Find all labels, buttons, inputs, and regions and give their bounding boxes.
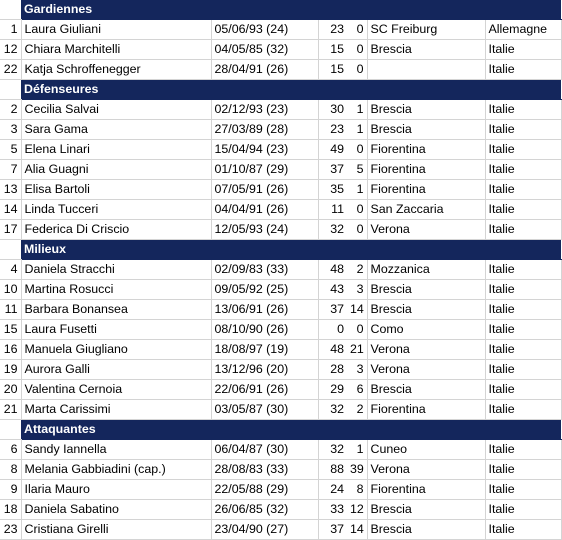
caps-cell[interactable]: 28 <box>318 360 347 380</box>
caps-cell[interactable]: 23 <box>318 120 347 140</box>
player-name-cell[interactable]: Melania Gabbiadini (cap.) <box>21 460 211 480</box>
caps-cell[interactable]: 48 <box>318 340 347 360</box>
player-name-cell[interactable]: Sandy Iannella <box>21 440 211 460</box>
player-row <box>0 40 561 60</box>
club-cell[interactable]: Como <box>367 320 485 340</box>
caps-cell[interactable]: 32 <box>318 220 347 240</box>
caps-cell[interactable]: 88 <box>318 460 347 480</box>
goals-cell[interactable]: 8 <box>347 480 367 500</box>
club-cell[interactable]: Cuneo <box>367 440 485 460</box>
goals-cell[interactable]: 1 <box>347 100 367 120</box>
club-cell[interactable]: Verona <box>367 340 485 360</box>
club-cell[interactable]: Verona <box>367 360 485 380</box>
goals-cell[interactable]: 0 <box>347 60 367 80</box>
caps-cell[interactable]: 35 <box>318 180 347 200</box>
goals-cell[interactable]: 1 <box>347 440 367 460</box>
player-name-cell[interactable]: Daniela Sabatino <box>21 500 211 520</box>
player-row <box>0 520 561 540</box>
club-cell[interactable]: Brescia <box>367 300 485 320</box>
section-header-row <box>0 240 561 260</box>
birth-date-cell[interactable]: 08/10/90 (26) <box>211 320 318 340</box>
caps-cell[interactable]: 23 <box>318 20 347 40</box>
goals-cell[interactable]: 0 <box>347 200 367 220</box>
player-number-cell[interactable]: 4 <box>0 260 21 280</box>
player-name-cell[interactable]: Katja Schroffenegger <box>21 60 211 80</box>
birth-date-cell[interactable]: 28/04/91 (26) <box>211 60 318 80</box>
player-number-cell[interactable]: 20 <box>0 380 21 400</box>
country-cell[interactable]: Italie <box>485 440 561 460</box>
player-name-cell[interactable]: Aurora Galli <box>21 360 211 380</box>
country-cell[interactable]: Italie <box>485 220 561 240</box>
player-name-cell[interactable]: Cecilia Salvai <box>21 100 211 120</box>
birth-date-cell[interactable]: 27/03/89 (28) <box>211 120 318 140</box>
goals-cell[interactable]: 6 <box>347 380 367 400</box>
country-cell[interactable]: Italie <box>485 500 561 520</box>
goals-cell[interactable]: 14 <box>347 520 367 540</box>
goals-cell[interactable]: 39 <box>347 460 367 480</box>
goals-cell[interactable]: 12 <box>347 500 367 520</box>
country-cell[interactable]: Italie <box>485 300 561 320</box>
birth-date-cell[interactable]: 26/06/85 (32) <box>211 500 318 520</box>
country-cell[interactable]: Italie <box>485 480 561 500</box>
goals-cell[interactable]: 0 <box>347 140 367 160</box>
club-cell[interactable]: Brescia <box>367 520 485 540</box>
club-cell[interactable]: Fiorentina <box>367 140 485 160</box>
player-number-cell[interactable]: 9 <box>0 480 21 500</box>
birth-date-cell[interactable]: 06/04/87 (30) <box>211 440 318 460</box>
player-name-cell[interactable]: Alia Guagni <box>21 160 211 180</box>
club-cell[interactable]: Verona <box>367 460 485 480</box>
goals-cell[interactable]: 1 <box>347 120 367 140</box>
caps-cell[interactable]: 11 <box>318 200 347 220</box>
club-cell[interactable]: Verona <box>367 220 485 240</box>
country-cell[interactable]: Italie <box>485 340 561 360</box>
country-cell[interactable]: Italie <box>485 180 561 200</box>
birth-date-cell[interactable]: 04/04/91 (26) <box>211 200 318 220</box>
club-cell[interactable] <box>367 60 485 80</box>
club-cell[interactable]: San Zaccaria <box>367 200 485 220</box>
player-row <box>0 140 561 160</box>
caps-cell[interactable]: 37 <box>318 160 347 180</box>
player-number-cell[interactable]: 14 <box>0 200 21 220</box>
club-cell[interactable]: Mozzanica <box>367 260 485 280</box>
player-row <box>0 120 561 140</box>
birth-date-cell[interactable]: 22/06/91 (26) <box>211 380 318 400</box>
player-row <box>0 380 561 400</box>
caps-cell[interactable]: 24 <box>318 480 347 500</box>
caps-cell[interactable]: 33 <box>318 500 347 520</box>
player-number-cell[interactable]: 6 <box>0 440 21 460</box>
player-name-cell[interactable]: Laura Fusetti <box>21 320 211 340</box>
country-cell[interactable]: Italie <box>485 260 561 280</box>
country-cell[interactable]: Italie <box>485 380 561 400</box>
goals-cell[interactable]: 0 <box>347 320 367 340</box>
player-name-cell[interactable]: Ilaria Mauro <box>21 480 211 500</box>
birth-date-cell[interactable]: 15/04/94 (23) <box>211 140 318 160</box>
birth-date-cell[interactable]: 13/06/91 (26) <box>211 300 318 320</box>
birth-date-cell[interactable]: 18/08/97 (19) <box>211 340 318 360</box>
section-header-row <box>0 0 561 20</box>
player-row <box>0 320 561 340</box>
player-name-cell[interactable]: Cristiana Girelli <box>21 520 211 540</box>
player-number-cell[interactable]: 15 <box>0 320 21 340</box>
club-cell[interactable]: Fiorentina <box>367 180 485 200</box>
player-row <box>0 480 561 500</box>
goals-cell[interactable]: 1 <box>347 180 367 200</box>
country-cell[interactable]: Italie <box>485 40 561 60</box>
goals-cell[interactable]: 5 <box>347 160 367 180</box>
player-name-cell[interactable]: Martina Rosucci <box>21 280 211 300</box>
section-header-blank-cell <box>0 240 21 260</box>
section-header-blank-cell <box>0 420 21 440</box>
player-name-cell[interactable]: Valentina Cernoia <box>21 380 211 400</box>
player-number-cell[interactable]: 21 <box>0 400 21 420</box>
player-row <box>0 60 561 80</box>
player-row <box>0 200 561 220</box>
club-cell[interactable]: SC Freiburg <box>367 20 485 40</box>
birth-date-cell[interactable]: 22/05/88 (29) <box>211 480 318 500</box>
club-cell[interactable]: Brescia <box>367 100 485 120</box>
player-number-cell[interactable]: 12 <box>0 40 21 60</box>
caps-cell[interactable]: 32 <box>318 400 347 420</box>
player-name-cell[interactable]: Linda Tucceri <box>21 200 211 220</box>
player-number-cell[interactable]: 1 <box>0 20 21 40</box>
player-number-cell[interactable]: 11 <box>0 300 21 320</box>
club-cell[interactable]: Brescia <box>367 280 485 300</box>
player-number-cell[interactable]: 2 <box>0 100 21 120</box>
player-name-cell[interactable]: Manuela Giugliano <box>21 340 211 360</box>
section-title: Gardiennes <box>21 0 561 20</box>
player-row <box>0 300 561 320</box>
player-number-cell[interactable]: 22 <box>0 60 21 80</box>
country-cell[interactable]: Italie <box>485 360 561 380</box>
goals-cell[interactable]: 3 <box>347 280 367 300</box>
birth-date-cell[interactable]: 23/04/90 (27) <box>211 520 318 540</box>
player-name-cell[interactable]: Chiara Marchitelli <box>21 40 211 60</box>
section-header-blank-cell <box>0 80 21 100</box>
goals-cell[interactable]: 0 <box>347 20 367 40</box>
caps-cell[interactable]: 37 <box>318 520 347 540</box>
goals-cell[interactable]: 0 <box>347 220 367 240</box>
caps-cell[interactable]: 29 <box>318 380 347 400</box>
birth-date-cell[interactable]: 04/05/85 (32) <box>211 40 318 60</box>
club-cell[interactable]: Fiorentina <box>367 160 485 180</box>
country-cell[interactable]: Italie <box>485 60 561 80</box>
country-cell[interactable]: Italie <box>485 400 561 420</box>
player-number-cell[interactable]: 7 <box>0 160 21 180</box>
club-cell[interactable]: Brescia <box>367 120 485 140</box>
player-name-cell[interactable]: Elena Linari <box>21 140 211 160</box>
player-row <box>0 180 561 200</box>
player-name-cell[interactable]: Daniela Stracchi <box>21 260 211 280</box>
section-header-row <box>0 80 561 100</box>
country-cell[interactable]: Allemagne <box>485 20 561 40</box>
birth-date-cell[interactable]: 05/06/93 (24) <box>211 20 318 40</box>
club-cell[interactable]: Brescia <box>367 500 485 520</box>
goals-cell[interactable]: 0 <box>347 40 367 60</box>
caps-cell[interactable]: 48 <box>318 260 347 280</box>
section-title: Milieux <box>21 240 561 260</box>
player-name-cell[interactable]: Barbara Bonansea <box>21 300 211 320</box>
birth-date-cell[interactable]: 13/12/96 (20) <box>211 360 318 380</box>
birth-date-cell[interactable]: 02/12/93 (23) <box>211 100 318 120</box>
player-row <box>0 500 561 520</box>
birth-date-cell[interactable]: 12/05/93 (24) <box>211 220 318 240</box>
country-cell[interactable]: Italie <box>485 160 561 180</box>
player-row <box>0 340 561 360</box>
birth-date-cell[interactable]: 03/05/87 (30) <box>211 400 318 420</box>
player-number-cell[interactable]: 18 <box>0 500 21 520</box>
player-row <box>0 160 561 180</box>
player-name-cell[interactable]: Elisa Bartoli <box>21 180 211 200</box>
player-number-cell[interactable]: 5 <box>0 140 21 160</box>
birth-date-cell[interactable]: 07/05/91 (26) <box>211 180 318 200</box>
player-row <box>0 440 561 460</box>
club-cell[interactable]: Brescia <box>367 380 485 400</box>
country-cell[interactable]: Italie <box>485 460 561 480</box>
goals-cell[interactable]: 21 <box>347 340 367 360</box>
player-number-cell[interactable]: 19 <box>0 360 21 380</box>
player-row <box>0 280 561 300</box>
caps-cell[interactable]: 37 <box>318 300 347 320</box>
player-row <box>0 460 561 480</box>
player-row <box>0 360 561 380</box>
player-number-cell[interactable]: 13 <box>0 180 21 200</box>
caps-cell[interactable]: 0 <box>318 320 347 340</box>
goals-cell[interactable]: 3 <box>347 360 367 380</box>
country-cell[interactable]: Italie <box>485 120 561 140</box>
player-number-cell[interactable]: 3 <box>0 120 21 140</box>
country-cell[interactable]: Italie <box>485 520 561 540</box>
player-number-cell[interactable]: 23 <box>0 520 21 540</box>
goals-cell[interactable]: 2 <box>347 260 367 280</box>
birth-date-cell[interactable]: 01/10/87 (29) <box>211 160 318 180</box>
player-number-cell[interactable]: 16 <box>0 340 21 360</box>
goals-cell[interactable]: 2 <box>347 400 367 420</box>
country-cell[interactable]: Italie <box>485 320 561 340</box>
caps-cell[interactable]: 43 <box>318 280 347 300</box>
caps-cell[interactable]: 32 <box>318 440 347 460</box>
section-title: Défenseures <box>21 80 561 100</box>
birth-date-cell[interactable]: 09/05/92 (25) <box>211 280 318 300</box>
club-cell[interactable]: Fiorentina <box>367 480 485 500</box>
caps-cell[interactable]: 15 <box>318 40 347 60</box>
player-row <box>0 400 561 420</box>
goals-cell[interactable]: 14 <box>347 300 367 320</box>
section-header-row <box>0 420 561 440</box>
caps-cell[interactable]: 49 <box>318 140 347 160</box>
player-name-cell[interactable]: Federica Di Criscio <box>21 220 211 240</box>
club-cell[interactable]: Brescia <box>367 40 485 60</box>
country-cell[interactable]: Italie <box>485 280 561 300</box>
caps-cell[interactable]: 30 <box>318 100 347 120</box>
player-row <box>0 20 561 40</box>
country-cell[interactable]: Italie <box>485 100 561 120</box>
player-number-cell[interactable]: 10 <box>0 280 21 300</box>
player-row <box>0 220 561 240</box>
caps-cell[interactable]: 15 <box>318 60 347 80</box>
country-cell[interactable]: Italie <box>485 200 561 220</box>
birth-date-cell[interactable]: 02/09/83 (33) <box>211 260 318 280</box>
player-number-cell[interactable]: 8 <box>0 460 21 480</box>
country-cell[interactable]: Italie <box>485 140 561 160</box>
section-header-blank-cell <box>0 0 21 20</box>
player-number-cell[interactable]: 17 <box>0 220 21 240</box>
player-row <box>0 260 561 280</box>
player-name-cell[interactable]: Sara Gama <box>21 120 211 140</box>
birth-date-cell[interactable]: 28/08/83 (33) <box>211 460 318 480</box>
club-cell[interactable]: Fiorentina <box>367 400 485 420</box>
player-name-cell[interactable]: Marta Carissimi <box>21 400 211 420</box>
player-row <box>0 100 561 120</box>
section-title: Attaquantes <box>21 420 561 440</box>
player-name-cell[interactable]: Laura Giuliani <box>21 20 211 40</box>
